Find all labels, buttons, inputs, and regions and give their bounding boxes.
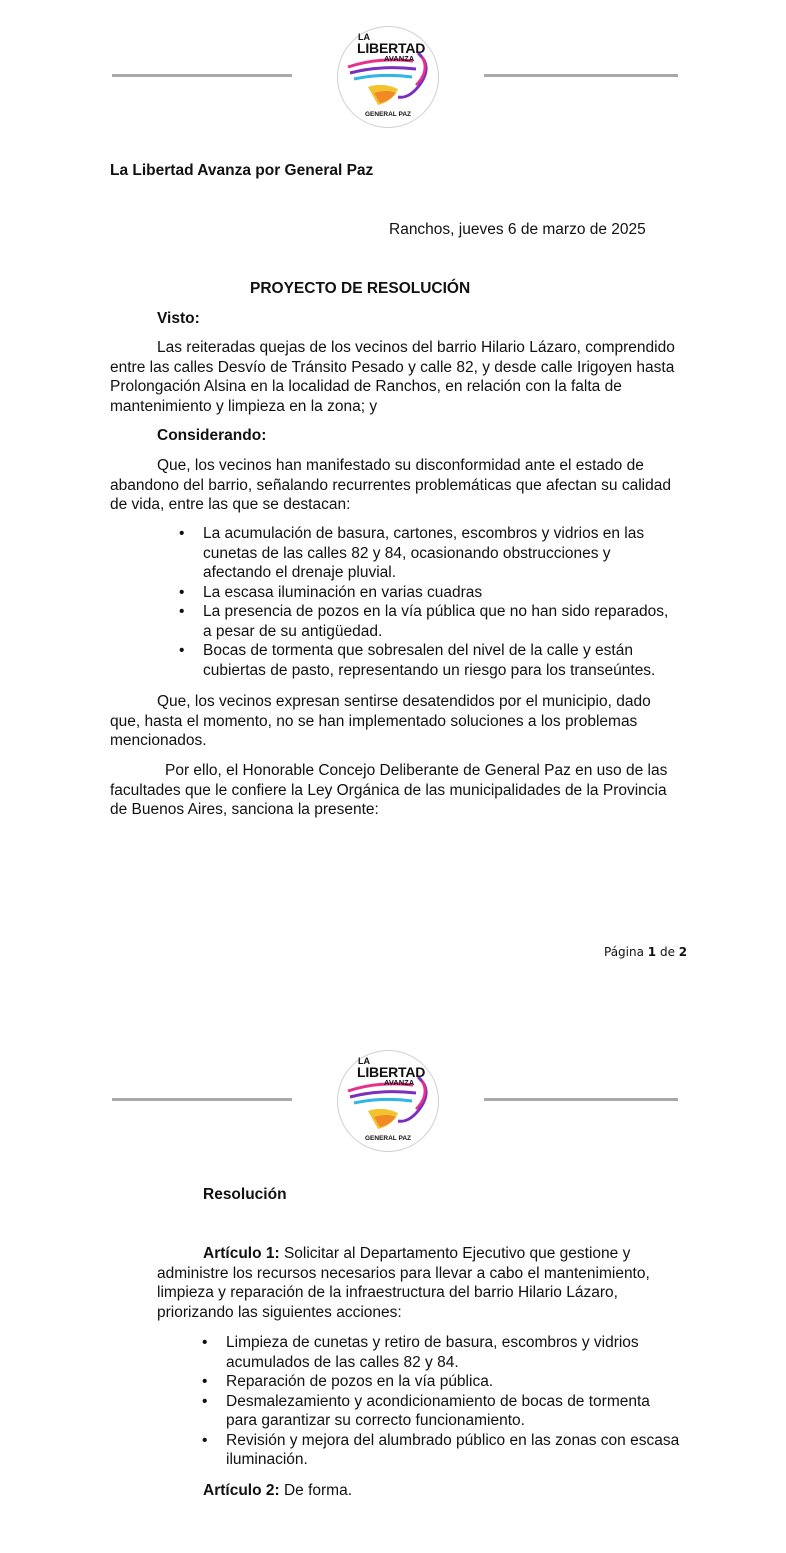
bullet-icon: • (179, 583, 185, 601)
header-rule-left (112, 74, 292, 77)
list-item-line: a pesar de su antigüedad. (203, 622, 383, 640)
list-item-line: cunetas de las calles 82 y 84, ocasionando obstrucciones y (203, 544, 611, 562)
resolucion-heading: Resolución (203, 1186, 287, 1203)
footer-page-number: 1 (647, 945, 657, 959)
list-item (202, 1372, 706, 1392)
list-item (202, 1431, 706, 1470)
paragraph-line: Que, los vecinos expresan sentirse desatendidos por el municipio, dado (157, 693, 651, 710)
bullet-icon: • (202, 1334, 208, 1351)
visto-paragraph (110, 338, 710, 416)
paragraph-line: facultades que le confiere la Ley Orgánica de las municipalidades de la Provincia (110, 781, 667, 799)
action-list (202, 1333, 706, 1470)
logo-text-libertad: LIBERTAD (357, 40, 426, 56)
page-footer (604, 945, 687, 959)
visto-line: Prolongación Alsina en la localidad de Ranchos, en relación con la falta de (110, 378, 622, 395)
header-rule-right (484, 1098, 678, 1101)
bullet-icon: • (179, 525, 185, 542)
list-item (179, 641, 703, 680)
considerando-line: abandono del barrio, señalando recurrentes problemáticas que afectan su calidad (110, 476, 671, 494)
logo-text-libertad: LIBERTAD (357, 1064, 426, 1080)
list-item (202, 1333, 706, 1372)
bullet-icon: • (179, 642, 185, 659)
paragraph-line: Por ello, el Honorable Concejo Deliberante de General Paz en uso de las (165, 762, 668, 779)
list-item-line: iluminación. (226, 1451, 308, 1468)
date-line: Ranchos, jueves 6 de marzo de 2025 (389, 221, 646, 238)
articulo-1-line: priorizando las siguientes acciones: (157, 1303, 402, 1321)
list-item (179, 583, 703, 603)
list-item-line: Reparación de pozos en la vía pública. (226, 1373, 494, 1390)
list-item-line: cubiertas de pasto, representando un riesgo para los transeúntes. (203, 661, 656, 679)
list-item-line: Bocas de tormenta que sobresalen del nivel de la calle y están (203, 642, 633, 659)
list-item (202, 1392, 706, 1431)
logo-text-general-paz: GENERAL PAZ (365, 1135, 411, 1142)
bullet-icon: • (202, 1431, 208, 1449)
logo-text-la: LA (358, 32, 370, 42)
list-item (179, 602, 703, 641)
list-item-line: La presencia de pozos en la vía pública que no han sido reparados, (203, 603, 669, 620)
paragraph-line: de Buenos Aires, sanciona la presente: (110, 801, 379, 818)
list-item-line: afectando el drenaje pluvial. (203, 564, 397, 581)
list-item-line: Desmalezamiento y acondicionamiento de bocas de tormenta (226, 1392, 650, 1410)
party-logo (337, 26, 439, 128)
articulo-2 (203, 1481, 352, 1501)
footer-total-pages: 2 (678, 945, 688, 959)
logo-text-avanza: AVANZA (384, 1078, 415, 1087)
articulo-1-label: Artículo 1: (203, 1245, 280, 1262)
articulo-2-text: De forma. (279, 1482, 353, 1499)
list-item-line: Revisión y mejora del alumbrado público en las zonas con escasa (226, 1431, 680, 1449)
articulo-1 (157, 1244, 717, 1322)
considerando-line: de vida, entre las que se destacan: (110, 496, 351, 513)
header-rule-right (484, 74, 678, 77)
visto-line: mantenimiento y limpieza en la zona; y (110, 397, 378, 415)
articulo-1-line: limpieza y reparación de la infraestructura del barrio Hilario Lázaro, (157, 1284, 618, 1301)
logo-text-la: LA (358, 1056, 370, 1066)
page1-heading: La Libertad Avanza por General Paz (110, 162, 374, 179)
considerando-label: Considerando: (157, 427, 267, 444)
visto-label: Visto: (157, 310, 200, 327)
paragraph-line: que, hasta el momento, no se han implementado soluciones a los problemas (110, 712, 638, 730)
list-item-line: para garantizar su correcto funcionamiento. (226, 1412, 525, 1429)
list-item-line: La acumulación de basura, cartones, escombros y vidrios en las (203, 525, 645, 542)
paragraph-desatendidos (110, 692, 710, 751)
party-logo (337, 1050, 439, 1152)
footer-prefix: Página (604, 945, 648, 959)
document-title: PROYECTO DE RESOLUCIÓN (250, 280, 471, 297)
visto-line: entre las calles Desvío de Tránsito Pesado y calle 82, y desde calle Irigoyen hasta (110, 358, 675, 376)
paragraph-por-ello (110, 761, 710, 820)
list-item (179, 524, 703, 583)
considerando-line: Que, los vecinos han manifestado su disconformidad ante el estado de (157, 457, 644, 474)
paragraph-line: mencionados. (110, 732, 207, 749)
visto-line: Las reiteradas quejas de los vecinos del barrio Hilario Lázaro, comprendido (157, 339, 675, 356)
articulo-1-first-line (157, 1244, 717, 1264)
header-rule-left (112, 1098, 292, 1101)
bullet-icon: • (179, 603, 185, 620)
considerando-paragraph (110, 456, 710, 515)
bullet-icon: • (202, 1392, 208, 1410)
footer-mid: de (656, 945, 679, 959)
articulo-1-line: administre los recursos necesarios para llevar a cabo el mantenimiento, (157, 1264, 650, 1282)
problem-list (179, 524, 703, 680)
list-item-line: Limpieza de cunetas y retiro de basura, escombros y vidrios (226, 1334, 639, 1351)
articulo-1-text: Solicitar al Departamento Ejecutivo que gestione y (279, 1245, 631, 1262)
list-item-line: acumulados de las calles 82 y 84. (226, 1353, 459, 1371)
logo-text-avanza: AVANZA (384, 54, 415, 63)
articulo-2-label: Artículo 2: (203, 1482, 280, 1499)
logo-text-general-paz: GENERAL PAZ (365, 111, 411, 118)
list-item-line: La escasa iluminación en varias cuadras (203, 583, 483, 601)
bullet-icon: • (202, 1373, 208, 1390)
